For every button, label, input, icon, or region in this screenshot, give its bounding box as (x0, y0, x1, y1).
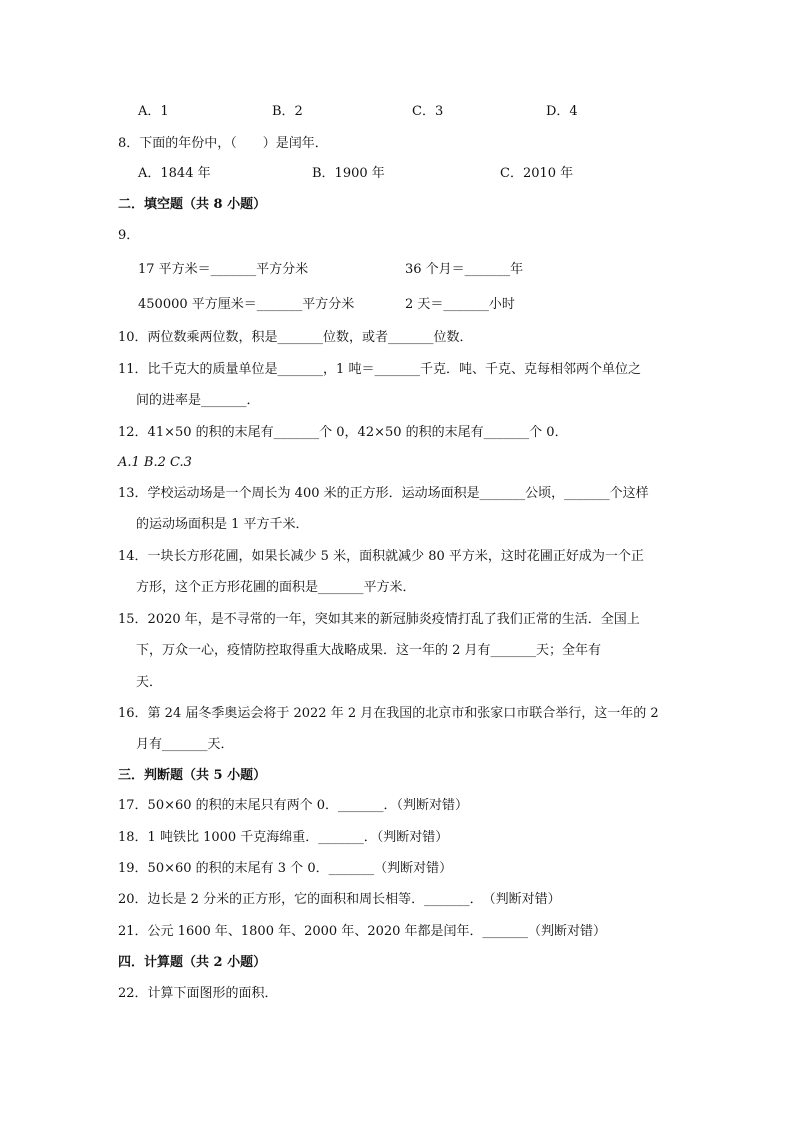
q15-line-3: 天． (136, 675, 163, 690)
q17: 17．50×60 的积的末尾只有两个 0．_______．（判断对错） (118, 798, 469, 813)
q9-number: 9． (118, 228, 140, 243)
q16-line-2: 月有_______天． (136, 737, 234, 752)
q8-stem: 8．下面的年份中，（ ）是闰年． (118, 136, 328, 151)
q8-option-c: C．2010 年 (500, 166, 574, 181)
q13-line-2: 的运动场面积是 1 平方千米． (136, 517, 309, 532)
section-judge-heading: 三．判断题（共 5 小题） (118, 768, 267, 783)
q7-option-c: C．3 (412, 104, 444, 119)
q16-line-1: 16．第 24 届冬季奥运会将于 2022 年 2 月在我国的北京市和张家口市联合举行，这一年的 2 (118, 706, 659, 721)
q18: 18．1 吨铁比 1000 千克海绵重．_______．（判断对错） (118, 830, 449, 845)
q9-item-4: 2 天＝_______小时 (405, 297, 515, 312)
q7-option-b: B．2 (272, 104, 303, 119)
q22: 22．计算下面图形的面积． (118, 986, 278, 1001)
q9-item-3: 450000 平方厘米＝_______平方分米 (138, 297, 355, 312)
section-fill-heading: 二．填空题（共 8 小题） (118, 197, 267, 212)
q15-line-1: 15．2020 年，是不寻常的一年，突如其来的新冠肺炎疫情打乱了我们正常的生活．全国上 (118, 612, 640, 627)
q10: 10．两位数乘两位数，积是_______位数，或者_______位数． (118, 330, 473, 345)
q12-line-1: 12．41×50 的积的末尾有_______个 0，42×50 的积的末尾有_______个 0． (118, 425, 568, 440)
q14-line-1: 14．一块长方形花圃，如果长减少 5 米，面积就减少 80 平方米，这时花圃正好成为一个正 (118, 549, 644, 564)
q13-line-1: 13．学校运动场是一个周长为 400 米的正方形．运动场面积是_______公顷，_______个这样 (118, 486, 649, 501)
q20: 20．边长是 2 分米的正方形，它的面积和周长相等．_______． （判断对错） (118, 892, 561, 907)
q11-line-1: 11．比千克大的质量单位是_______，1 吨＝_______千克．吨、千克、克每相邻两个单位之 (118, 362, 641, 377)
q14-line-2: 方形，这个正方形花圃的面积是_______平方米． (136, 580, 416, 595)
q15-line-2: 下，万众一心，疫情防控取得重大战略成果．这一年的 2 月有_______天；全年有 (136, 643, 602, 658)
q8-option-a: A．1844 年 (138, 166, 211, 181)
q21: 21．公元 1600 年、1800 年、2000 年、2020 年都是闰年．_______（判断对错） (118, 924, 607, 939)
q9-item-2: 36 个月＝_______年 (405, 262, 524, 277)
section-calc-heading: 四．计算题（共 2 小题） (118, 955, 267, 970)
q12-options: A.1 B.2 C.3 (118, 455, 192, 470)
q7-option-d: D．4 (546, 104, 578, 119)
q7-option-a: A．1 (138, 104, 169, 119)
q8-option-b: B．1900 年 (312, 166, 385, 181)
q19: 19．50×60 的积的末尾有 3 个 0．_______（判断对错） (118, 861, 453, 876)
q11-line-2: 间的进率是_______． (136, 393, 260, 408)
q9-item-1: 17 平方米＝_______平方分米 (138, 262, 309, 277)
